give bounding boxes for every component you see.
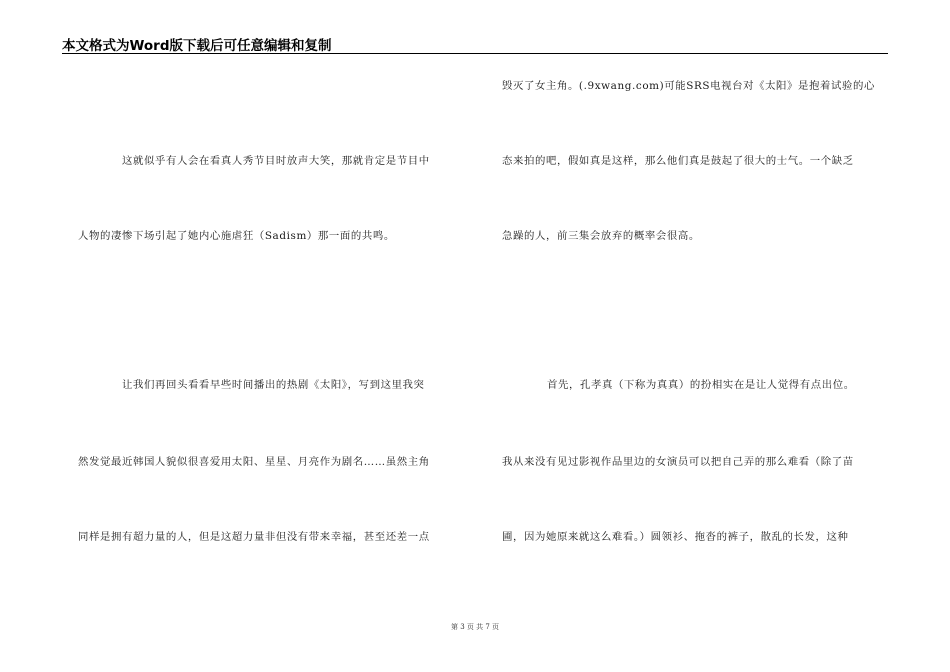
right-column-line: 圃，因为她原来就这么难看。）圆领衫、拖沓的裤子，散乱的长发，这种 <box>502 531 849 543</box>
header-divider <box>62 53 888 54</box>
left-column-line: 同样是拥有超力量的人，但是这超力量非但没有带来幸福，甚至还差一点 <box>78 531 430 543</box>
left-column-line: 人物的凄惨下场引起了她内心施虐狂（Sadism）那一面的共鸣。 <box>78 230 395 242</box>
right-column-line: 首先，孔孝真（下称为真真）的扮相实在是让人觉得有点出位。 <box>547 379 855 391</box>
document-header-title: 本文格式为Word版下载后可任意编辑和复制 <box>62 38 332 54</box>
right-column-line: 态来拍的吧，假如真是这样，那么他们真是鼓起了很大的士气。一个缺乏 <box>502 155 854 167</box>
page-number: 第 3 页 共 7 页 <box>450 623 500 631</box>
right-column-line: 急躁的人，前三集会放弃的概率会很高。 <box>502 230 700 242</box>
left-column-line: 这就似乎有人会在看真人秀节目时放声大笑，那就肯定是节目中 <box>122 155 430 167</box>
left-column-line: 让我们再回头看看早些时间播出的热剧《太阳》，写到这里我突 <box>122 379 425 391</box>
right-column-line: 毁灭了女主角。(.9xwang.com)可能SRS电视台对《太阳》是抱着试验的心 <box>502 80 875 92</box>
left-column-line: 然发觉最近韩国人貌似很喜爱用太阳、星星、月亮作为剧名……虽然主角 <box>78 456 430 468</box>
right-column-line: 我从来没有见过影视作品里边的女演员可以把自己弄的那么难看（除了苗 <box>502 456 854 468</box>
